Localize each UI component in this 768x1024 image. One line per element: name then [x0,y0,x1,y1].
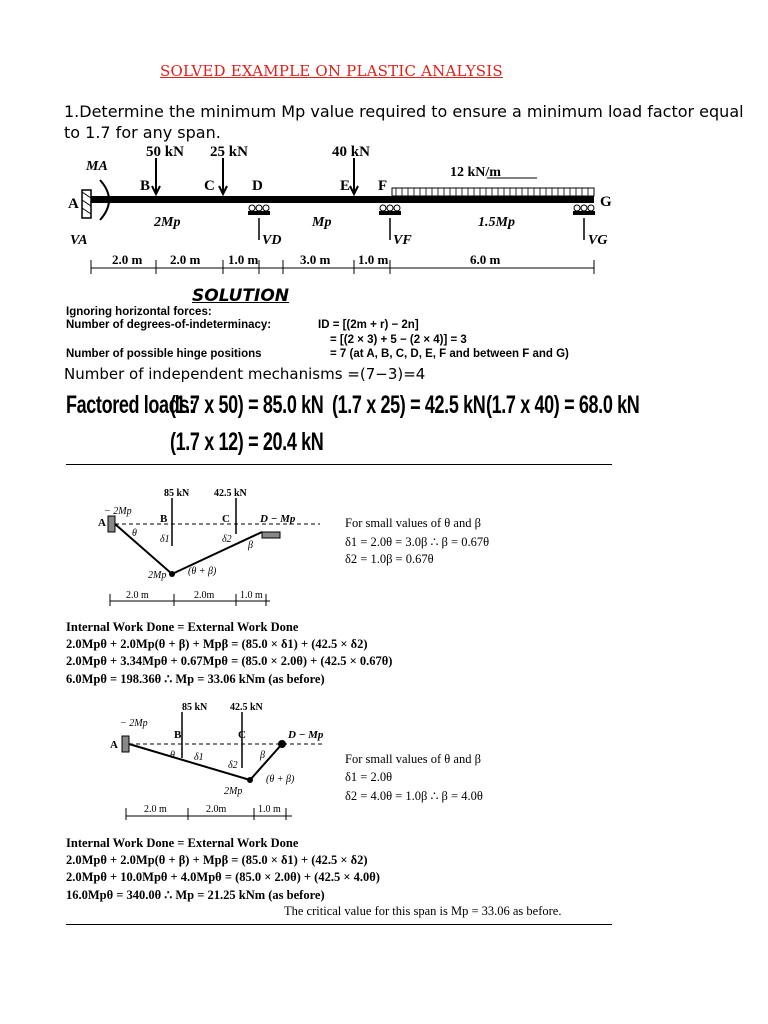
svg-text:85 kN: 85 kN [182,702,208,713]
roller-support [262,532,280,538]
mech1-eq3: 2.0Mpθ + 3.34Mpθ + 0.67Mpθ = (85.0 × 2.0θ) + (42.5 × 0.67θ) [66,654,393,668]
mechanisms-text: Number of independent mechanisms =(7−3)=4 [64,365,426,383]
svg-text:C: C [204,178,215,194]
svg-text:VA: VA [70,233,88,248]
svg-text:VG: VG [588,233,608,248]
svg-text:2Mp: 2Mp [148,570,167,581]
svg-text:VF: VF [393,233,412,248]
svg-text:1.5Mp: 1.5Mp [478,215,515,230]
load-label-c: 25 kN [210,144,248,160]
load-arrow-e [350,158,358,194]
svg-text:E: E [340,178,351,194]
svg-text:G: G [600,194,612,210]
svg-text:δ1: δ1 [194,752,204,763]
factored-load-3: (1.7 x 40) = 68.0 kN [486,391,640,419]
page-title: SOLVED EXAMPLE ON PLASTIC ANALYSIS [160,62,503,80]
indeterminacy-result: = [(2 × 3) + 5 − (2 × 4)] = 3 [330,334,467,346]
mechanism-2-diagram [90,698,340,822]
load-arrow-c [219,158,227,194]
mech2-eq4: 16.0Mpθ = 340.0θ ∴ Mp = 21.25 kNm (as before) [66,888,325,902]
mech2-eq1: Internal Work Done = External Work Done [66,836,299,850]
svg-text:D − Mp: D − Mp [260,513,296,525]
svg-text:(θ + β): (θ + β) [266,774,295,785]
svg-text:2Mp: 2Mp [224,786,243,797]
factored-load-4: (1.7 x 12) = 20.4 kN [170,428,324,456]
roller-support-g [573,205,595,215]
factored-loads-label: Factored loads: [66,391,195,419]
svg-text:C: C [222,513,230,525]
load-label-b: 50 kN [146,144,184,160]
indeterminacy-line1: Ignoring horizontal forces: [66,306,212,318]
svg-text:θ: θ [170,750,175,761]
load-arrow-b [152,158,160,194]
svg-text:− 2Mp: − 2Mp [104,506,132,517]
mech1-note3: δ2 = 1.0β = 0.67θ [345,552,434,566]
mech2-eq2: 2.0Mpθ + 2.0Mp(θ + β) + Mpβ = (85.0 × δ1) + (42.5 × δ2) [66,853,368,867]
factored-load-2: (1.7 x 25) = 42.5 kN [332,391,486,419]
svg-text:− 2Mp: − 2Mp [120,718,148,729]
mechanism-1-diagram [90,486,340,610]
mech2-eq5: The critical value for this span is Mp = 33.06 as before. [284,904,562,918]
svg-text:B: B [140,178,151,194]
mech1-note2: δ1 = 2.0θ = 3.0β ∴ β = 0.67θ [345,535,490,549]
svg-text:C: C [238,729,246,741]
svg-text:2Mp: 2Mp [154,215,181,230]
svg-text:6.0 m: 6.0 m [470,252,501,267]
svg-text:δ2: δ2 [222,534,232,545]
roller-support-f [379,205,401,215]
mech2-note3: δ2 = 4.0θ = 1.0β ∴ β = 4.0θ [345,789,483,803]
mech2-note2: δ1 = 2.0θ [345,770,393,784]
indeterminacy-label: Number of degrees-of-indeterminacy: [66,319,272,331]
mech1-eq1: Internal Work Done = External Work Done [66,620,299,634]
fixed-support-a [82,190,91,218]
svg-text:85 kN: 85 kN [164,488,190,499]
svg-text:δ1: δ1 [160,534,170,545]
divider [66,464,612,465]
fixed-support [108,516,115,532]
factored-load-1: (1.7 x 50) = 85.0 kN [170,391,324,419]
svg-text:3.0 m: 3.0 m [300,252,331,267]
svg-text:δ2: δ2 [228,760,238,771]
svg-text:θ: θ [132,528,137,539]
mech1-eq4: 6.0Mpθ = 198.36θ ∴ Mp = 33.06 kNm (as before) [66,672,325,686]
svg-text:2.0 m: 2.0 m [144,804,167,815]
svg-text:2.0 m: 2.0 m [170,252,201,267]
svg-text:(θ + β): (θ + β) [188,566,217,577]
svg-text:D: D [252,178,263,194]
hinge-label: Number of possible hinge positions [66,348,262,360]
svg-text:B: B [160,513,168,525]
svg-text:2.0m: 2.0m [194,590,215,601]
svg-text:42.5 kN: 42.5 kN [230,702,263,713]
svg-text:A: A [98,517,106,529]
svg-text:β: β [260,750,265,761]
svg-text:42.5 kN: 42.5 kN [214,488,247,499]
divider-bottom [66,924,612,925]
load-label-e: 40 kN [332,144,370,160]
hinge-value: = 7 (at A, B, C, D, E, F and between F and G) [330,348,569,360]
beam-diagram [62,140,632,280]
svg-text:F: F [378,178,388,194]
mech1-eq2: 2.0Mpθ + 2.0Mp(θ + β) + Mpβ = (85.0 × δ1) + (42.5 × δ2) [66,637,368,651]
svg-text:1.0 m: 1.0 m [358,252,389,267]
svg-text:A: A [68,196,79,212]
svg-text:1.0 m: 1.0 m [228,252,259,267]
indeterminacy-formula: ID = [(2m + r) − 2n] [318,319,419,331]
svg-text:D − Mp: D − Mp [288,729,324,741]
svg-text:VD: VD [262,233,282,248]
fixed-support [122,736,129,752]
question-text: 1.Determine the minimum Mp value required to ensure a minimum load factor equal to 1.7 for any span. [64,102,744,142]
svg-text:2.0 m: 2.0 m [112,252,143,267]
moment-label-a: MA [86,159,108,174]
beam-member [91,196,594,203]
mech1-note1: For small values of θ and β [345,516,481,530]
load-label-udl: 12 kN/m [450,165,501,180]
svg-text:A: A [110,739,118,751]
svg-text:1.0 m: 1.0 m [240,590,263,601]
svg-text:2.0m: 2.0m [206,804,227,815]
solution-heading: SOLUTION [192,286,290,306]
svg-text:Mp: Mp [312,215,332,230]
mech2-note1: For small values of θ and β [345,752,481,766]
roller-support-d [248,205,270,215]
mech2-eq3: 2.0Mpθ + 10.0Mpθ + 4.0Mpθ = (85.0 × 2.0θ) + (42.5 × 4.0θ) [66,870,380,884]
svg-text:β: β [248,540,253,551]
svg-text:2.0 m: 2.0 m [126,590,149,601]
svg-text:B: B [174,729,182,741]
svg-text:1.0 m: 1.0 m [258,804,281,815]
